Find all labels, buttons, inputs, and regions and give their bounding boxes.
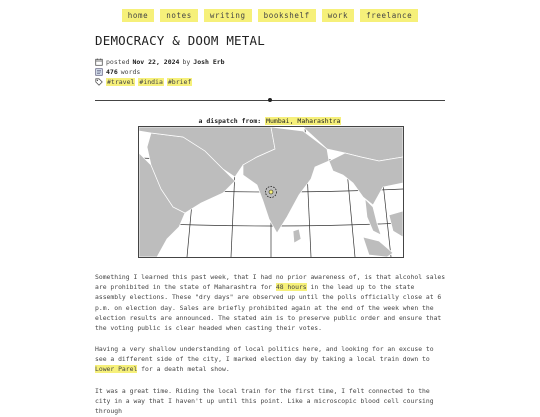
posted-prefix: posted [106,58,130,66]
dispatch-label: a dispatch from: [198,117,262,125]
paragraph-2-text-a: Having a very shallow understanding of local politics here, and looking for an excuse to see a different side of the city, I marked election day by taking a local train down to [95,345,434,364]
paragraph-2 [95,344,447,375]
word-count: 476 [106,68,118,76]
paragraph-1-text-b: in the lead up to the state assembly elections. These "dry days" are observed up until the polls officially close at 6 p.m. on election day. Sales are briefly prohibited again at the end of the week when the election results are announced. The stated aim is to preserve public order and ensure that the voting public is clear headed when casting their votes. [95,283,442,333]
post-author: Josh Erb [193,58,225,66]
post-date: Nov 22, 2024 [132,58,180,66]
paragraph-1 [95,272,447,333]
paragraph-1-text-a: Something I learned this past week, that I had no prior awareness of, is that alcohol sales are prohibited in the state of Maharashtra for [95,273,446,292]
nav-notes[interactable]: notes [160,9,198,22]
nav-bookshelf[interactable]: bookshelf [258,9,316,22]
map-graphic [139,127,403,257]
nav-home[interactable]: home [122,9,154,22]
top-nav [0,9,540,22]
tags-row [95,78,192,86]
nav-freelance[interactable]: freelance [360,9,418,22]
word-count-row [95,68,140,76]
words-label: words [120,68,141,76]
highlight-48-hours: 48 hours [275,283,307,292]
tag-india[interactable]: #india [139,78,163,86]
tag-brief[interactable]: #brief [167,78,192,86]
calendar-icon [95,58,103,66]
nav-work[interactable]: work [322,9,354,22]
document-icon [95,68,103,76]
paragraph-2-text-b: for a death metal show. [137,365,230,374]
tag-icon [95,78,103,86]
tag-travel[interactable]: #travel [107,78,135,86]
link-lower-parel[interactable]: Lower Parel [95,365,138,374]
post-date-row [95,58,225,66]
divider-dot [268,98,272,102]
dispatch-location: Mumbai, Maharashtra [266,117,341,125]
paragraph-3: It was a great time. Riding the local train for the first time, I felt connected to the city in a way that I haven't up until this point. Like a microscopic blood cell coursing through [95,387,434,416]
nav-writing[interactable]: writing [204,9,252,22]
dispatch-line [0,117,540,125]
post-title: DEMOCRACY & DOOM METAL [95,33,265,48]
by-label: by [182,58,191,66]
location-map [138,126,404,258]
